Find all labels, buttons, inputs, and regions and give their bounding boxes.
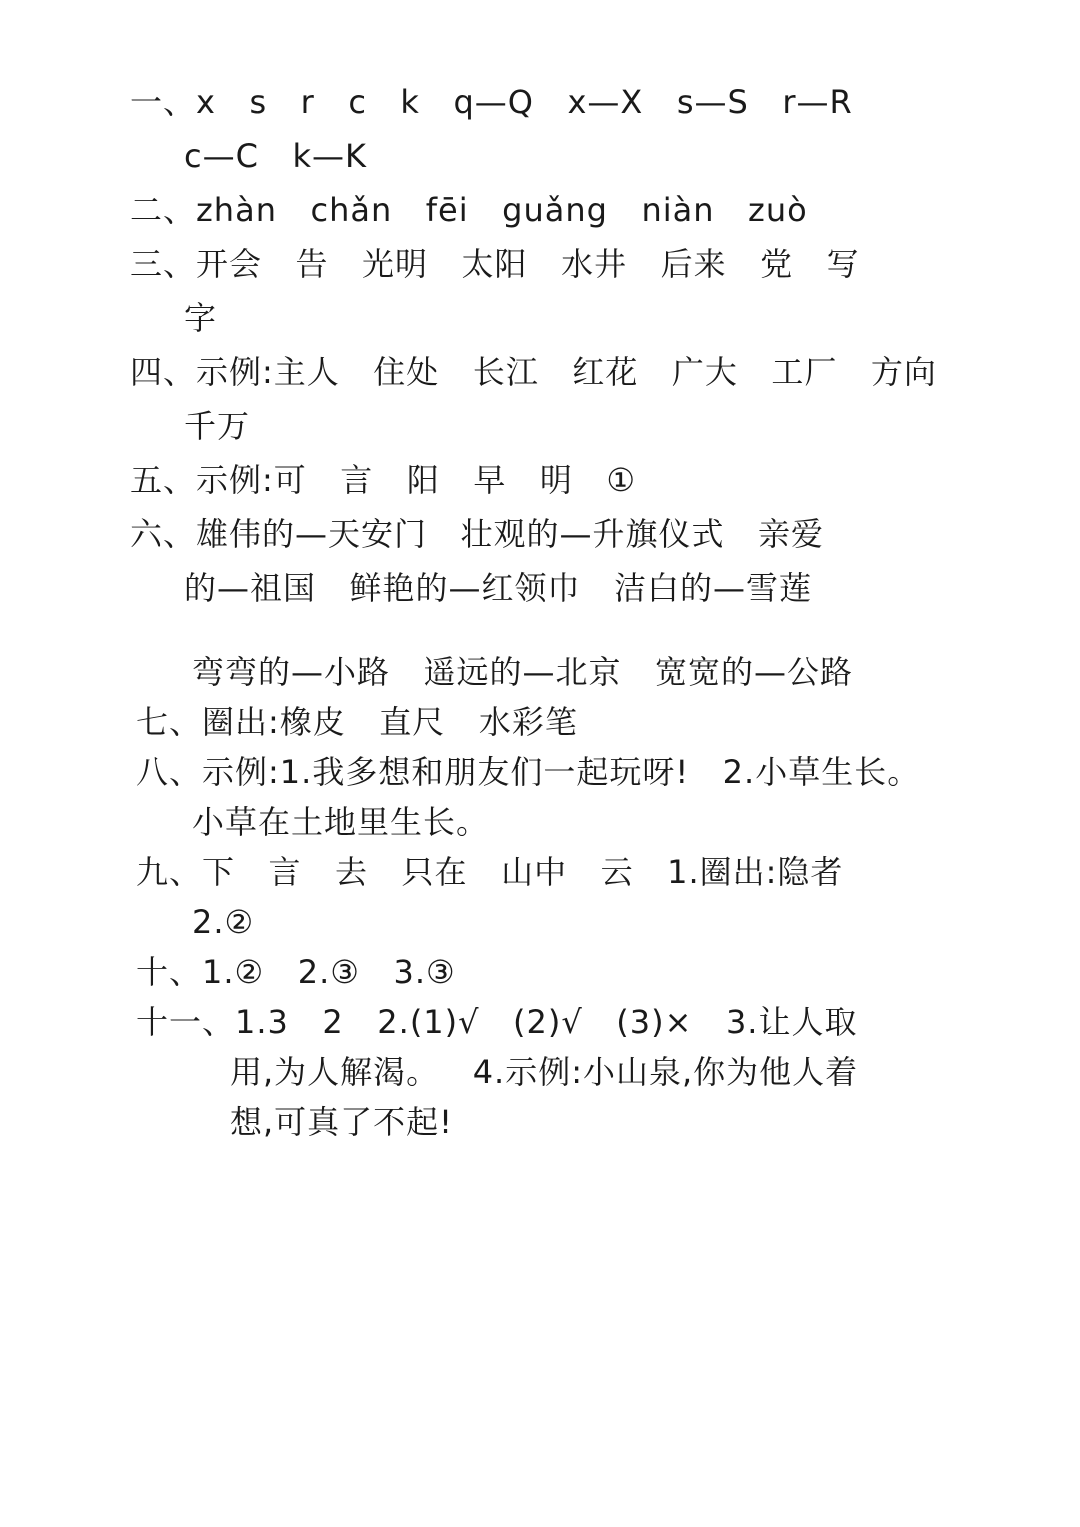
q9-line1: 九、下 言 去 只在 山中 云 1.圈出:隐者 [136, 853, 844, 891]
q1-line1: 一、x s r c k q—Q x—X s—S r—R [130, 83, 853, 121]
q2-line1: 二、zhàn chǎn fēi guǎng niàn zuò [130, 191, 808, 229]
q6-line3: 弯弯的—小路 遥远的—北京 宽宽的—公路 [192, 653, 854, 691]
q11-line3: 想,可真了不起! [230, 1103, 454, 1141]
q6-line1: 六、雄伟的—天安门 壮观的—升旗仪式 亲爱 [130, 515, 825, 553]
q8-line2: 小草在土地里生长。 [192, 803, 490, 841]
q3-line1: 三、开会 告 光明 太阳 水井 后来 党 写 [130, 245, 860, 283]
q3-line2: 字 [184, 299, 218, 337]
q10-line1: 十、1.② 2.③ 3.③ [136, 953, 456, 991]
q9-line2: 2.② [192, 903, 255, 941]
q11-line2: 用,为人解渴。 4.示例:小山泉,你为他人着 [230, 1053, 859, 1091]
q4-line2: 千万 [184, 407, 251, 445]
q11-line1: 十一、1.3 2 2.(1)√ (2)√ (3)× 3.让人取 [136, 1003, 858, 1041]
q7-line1: 七、圈出:橡皮 直尺 水彩笔 [136, 703, 578, 741]
q4-line1: 四、示例:主人 住处 长江 红花 广大 工厂 方向 [130, 353, 937, 391]
q6-line2: 的—祖国 鲜艳的—红领巾 洁白的—雪莲 [184, 569, 813, 607]
q1-line2: c—C k—K [184, 137, 367, 175]
q5-line1: 五、示例:可 言 阳 早 明 ① [130, 461, 637, 499]
q8-line1: 八、示例:1.我多想和朋友们一起玩呀! 2.小草生长。 [136, 753, 921, 791]
